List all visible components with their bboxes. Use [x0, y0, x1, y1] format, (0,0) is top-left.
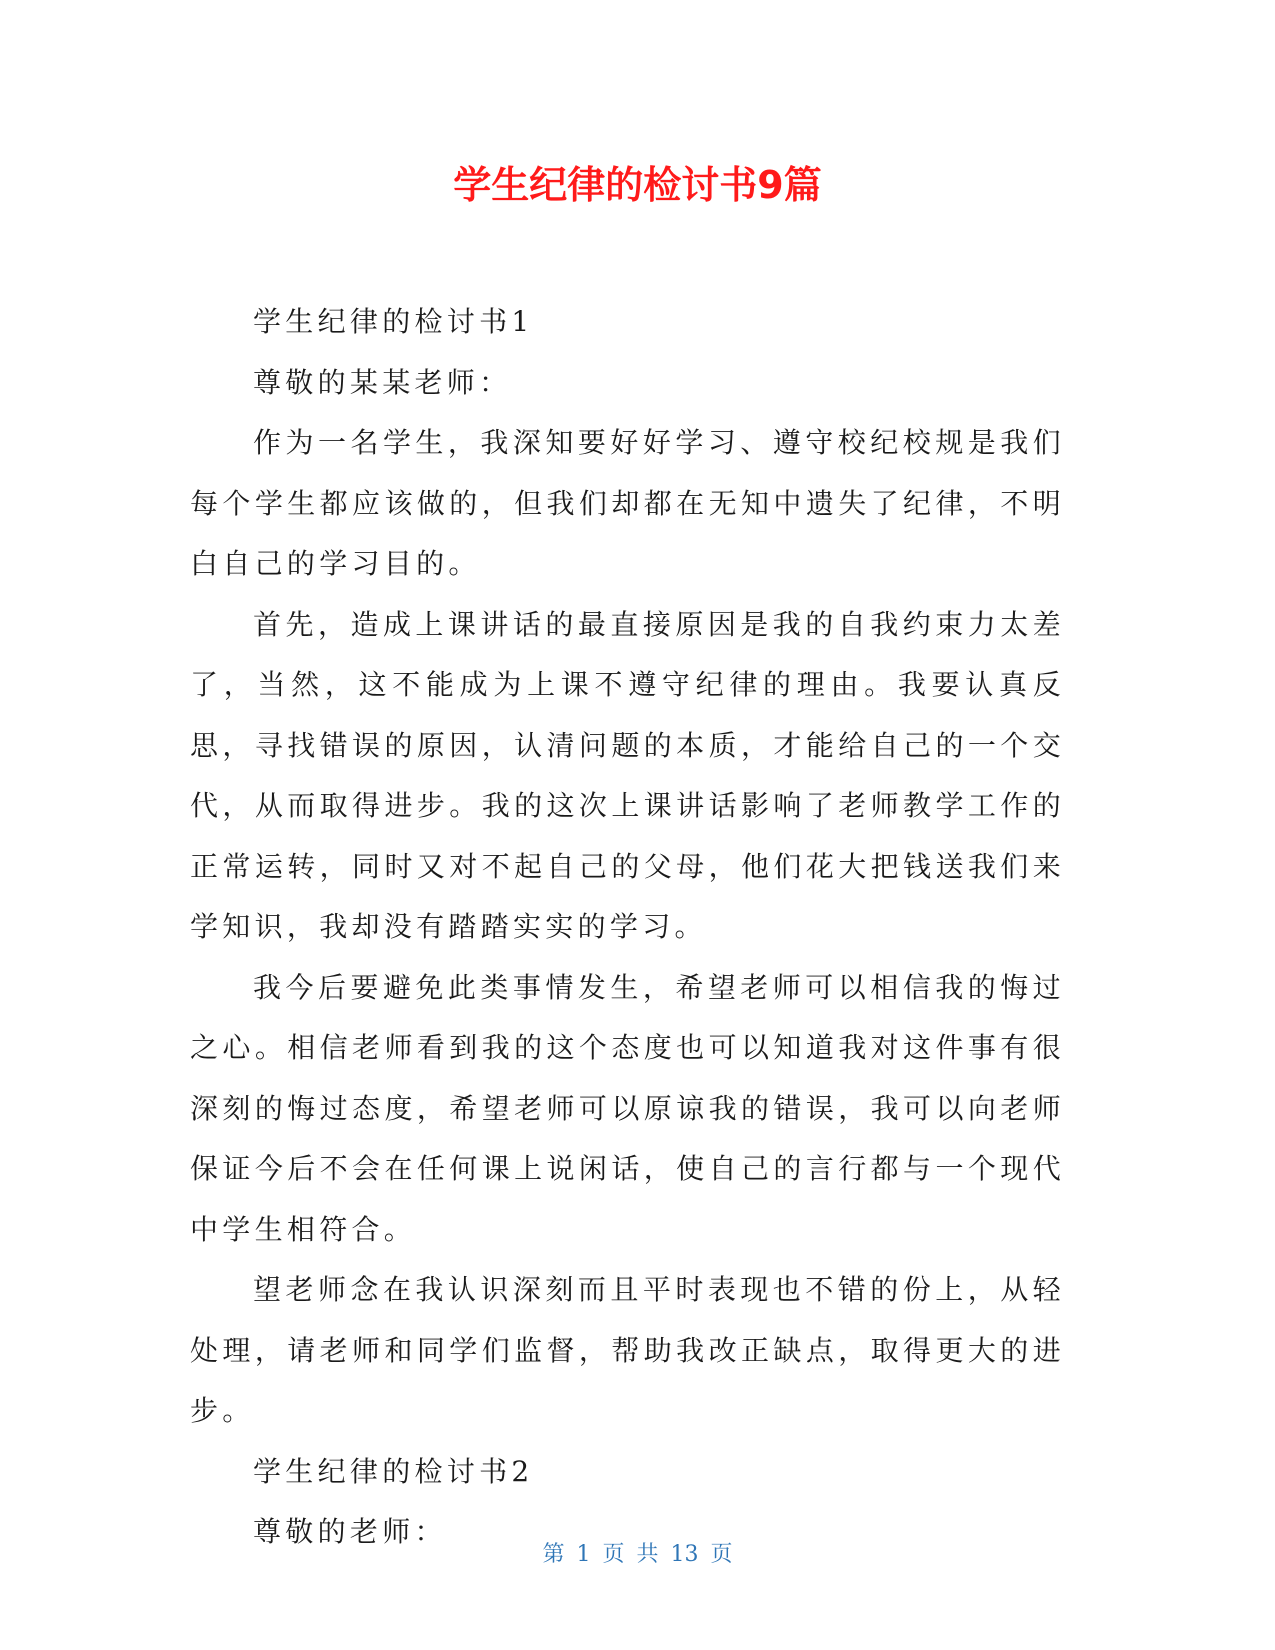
body-paragraph: 作为一名学生，我深知要好好学习、遵守校纪校规是我们每个学生都应该做的，但我们却都在无知中遗失了纪律，不明白自己的学习目的。 — [190, 426, 1065, 580]
body-paragraph: 我今后要避免此类事情发生，希望老师可以相信我的悔过之心。相信老师看到我的这个态度也可以知道我对这件事有很深刻的悔过态度，希望老师可以原谅我的错误，我可以向老师保证今后不会在任何课上说闲话，使自己的言行都与一个现代中学生相符合。 — [190, 970, 1065, 1246]
footer-prefix: 第 — [542, 1542, 565, 1567]
footer-total-pages: 13 — [670, 1542, 699, 1567]
page-footer — [0, 1540, 1275, 1570]
footer-total-word: 共 — [636, 1542, 659, 1567]
section-heading-1: 学生纪律的检讨书1 — [253, 305, 534, 338]
body-paragraph: 首先，造成上课讲话的最直接原因是我的自我约束力太差了，当然，这不能成为上课不遵守纪律的理由。我要认真反思，寻找错误的原因，认清问题的本质，才能给自己的一个交代，从而取得进步。我的这次上课讲话影响了老师教学工作的正常运转，同时又对不起自己的父母，他们花大把钱送我们来学知识，我却没有踏踏实实的学习。 — [190, 607, 1065, 943]
section-heading-2: 学生纪律的检讨书2 — [253, 1454, 534, 1488]
document-title: 学生纪律的检讨书9篇 — [453, 163, 822, 207]
footer-suffix: 页 — [710, 1542, 733, 1567]
body-paragraph: 望老师念在我认识深刻而且平时表现也不错的份上，从轻处理，请老师和同学们监督，帮助我改正缺点，取得更大的进步。 — [190, 1273, 1065, 1427]
footer-current-page: 1 — [576, 1542, 591, 1567]
footer-page-word: 页 — [602, 1542, 625, 1567]
salutation-1: 尊敬的某某老师： — [253, 365, 512, 399]
salutation-2: 尊敬的老师： — [253, 1515, 447, 1548]
document-body — [190, 292, 1065, 1563]
